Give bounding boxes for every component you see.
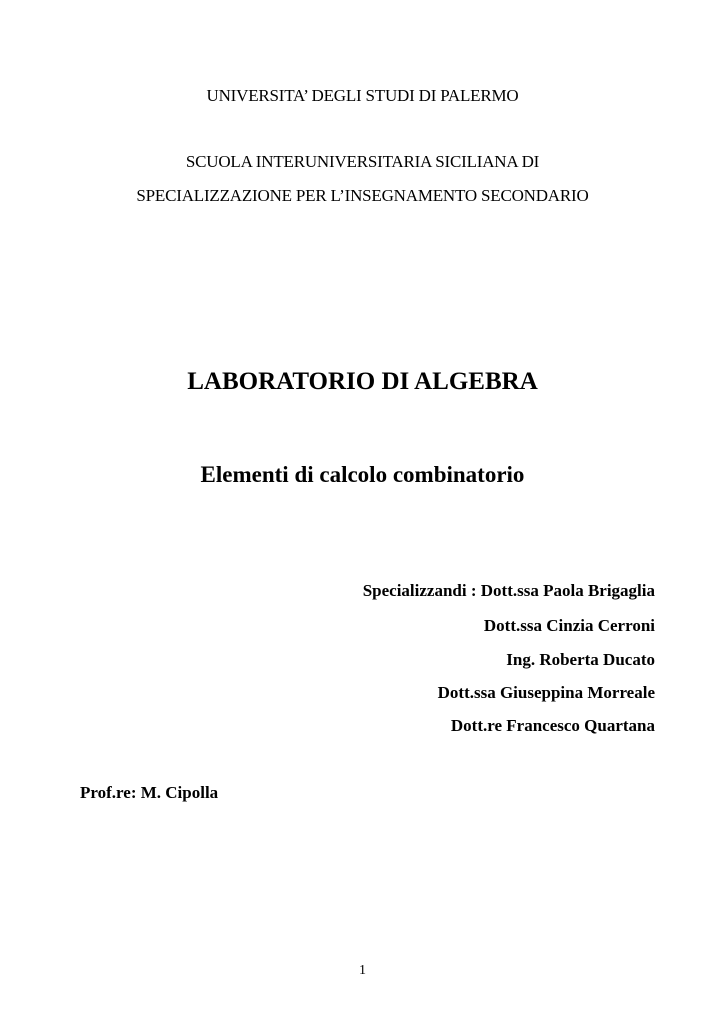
document-subtitle: Elementi di calcolo combinatorio: [200, 462, 525, 487]
author-name: Dott.ssa Giuseppina Morreale: [437, 683, 655, 702]
authors-label-line: Specializzandi : Dott.ssa Paola Brigaglia: [362, 581, 655, 600]
author-name: Dott.re Francesco Quartana: [450, 716, 655, 735]
school-name-line-2: SPECIALIZZAZIONE PER L’INSEGNAMENTO SECONDARIO: [136, 186, 589, 205]
author-name: Ing. Roberta Ducato: [506, 650, 655, 669]
professor-name: Prof.re: M. Cipolla: [80, 783, 219, 802]
page-number: 1: [359, 963, 366, 978]
document-title: LABORATORIO DI ALGEBRA: [187, 368, 538, 395]
university-name: UNIVERSITA’ DEGLI STUDI DI PALERMO: [206, 86, 519, 105]
author-name: Dott.ssa Cinzia Cerroni: [483, 616, 655, 635]
school-name-line-1: SCUOLA INTERUNIVERSITARIA SICILIANA DI: [185, 152, 540, 171]
